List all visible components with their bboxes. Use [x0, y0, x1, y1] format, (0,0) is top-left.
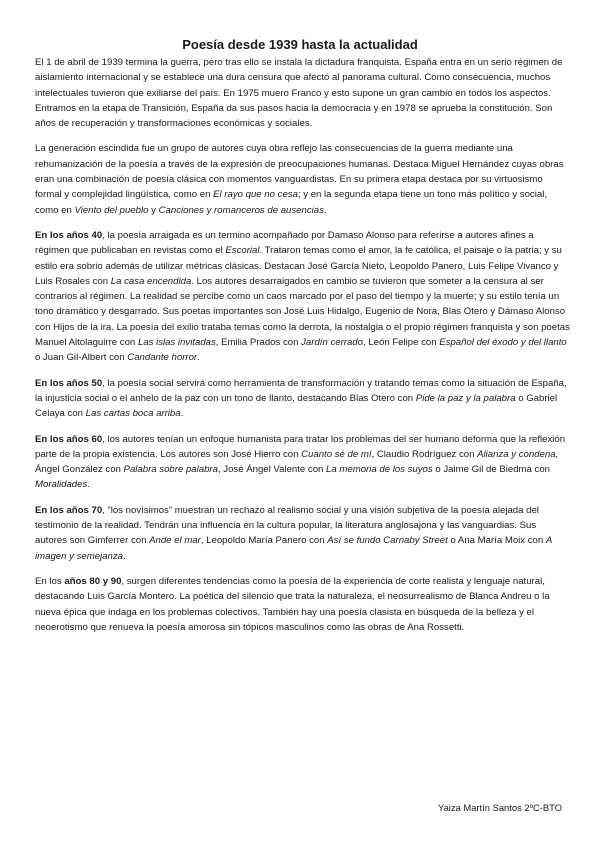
text-run: .	[180, 408, 184, 420]
text-run: , surgen diferentes tendencias como la poesía de la experiencia de corte realista y lenguaje natural, destacando Luis García Montero. La poética del silencio que trata la naturaleza, el neosurrealismo de Blanca Andreu o la nueva épica que indaga en los problemas colectivos. También hay una poesía clasista en búsqueda de la belleza y el neoerotismo que renueva la poesía amorosa sin tópicos masculinos como las obras de Ana Rossetti.	[35, 575, 550, 633]
bold-heading: años 80 y 90	[64, 575, 122, 587]
bold-heading: En los años 60	[35, 433, 103, 445]
author-signature: Yaiza Martín Santos 2ºC-BTO	[438, 802, 562, 813]
text-run: , Leopoldo María Panero con	[200, 535, 328, 547]
italic-title: Las cartas boca arriba	[85, 408, 181, 420]
text-run: . Trataron temas como el amor, la fe católica, el paisaje o la patria; y su estilo era sobrio además de utilizar métricas clásicas. Destacan José García Nieto, Leopoldo Panero, Luis Felipe Vivanco y Luis Rosales con	[35, 245, 562, 287]
paragraph	[35, 228, 570, 366]
text-run: , León Felipe con	[362, 337, 440, 349]
text-run: En los	[35, 575, 65, 587]
text-run: . Los autores desarraigados en cambio se tuvieron que someter a la censura al ser contrarios al régimen. La realidad se percibe como un caos marcado por el paso del tiempo y la muerte; y su estilo tenía un tono dramático y desgarrado. Sus poetas importantes son José Luis Hidalgo, Eugenio de Nora, Blas Otero y Dámaso Alonso con Hijos de la ira. La poesía del exilio trataba temas como la derrota, la nostalgia o el propio régimen franquista y son poetas Manuel Altolaguirre con	[35, 275, 570, 349]
text-run: , “los novísimos” muestran un rechazo al realismo social y una visión subjetiva de la poesía alejada del testimonio de la realidad. Tendrán una influencia en la cultura popular, la literatura anglosajona y las vanguardias. Sus autores son Gimferrer con	[35, 504, 539, 547]
text-run: , José Ángel Valente con	[217, 464, 327, 476]
paragraph	[35, 574, 570, 635]
italic-title: El rayo que no cesa	[213, 189, 298, 201]
paragraph	[35, 432, 570, 493]
paragraph	[35, 376, 570, 422]
paragraph	[35, 503, 570, 564]
document-body	[35, 55, 570, 645]
italic-title: Jardín cerrado	[301, 337, 363, 349]
text-run: La generación escindida fue un grupo de autores cuya obra reflejo las consecuencias de la guerra mediante una rehumanización de la poesía a través de la expresión de preocupaciones humanas. Destaca Miguel Hernández cuyas obras eran una combinación de poesía clásica con momentos vanguardistas. En su primera etapa destaca por su virtuosismo formal y complejidad lingüística, como en	[35, 143, 564, 201]
bold-heading: En los años 70	[35, 504, 103, 516]
italic-title: Las islas invitadas	[137, 337, 216, 349]
paragraph	[35, 141, 570, 217]
text-run: o Gabriel Celaya con	[35, 392, 558, 420]
text-run: , Emilia Prados con	[215, 337, 302, 349]
italic-title: Palabra sobre palabra	[123, 464, 218, 476]
bold-heading: En los años 50	[35, 377, 103, 389]
italic-title: La casa encendida	[110, 275, 192, 287]
italic-title: Moralidades	[35, 479, 88, 491]
text-run: , los autores tenían un enfoque humanista para tratar los problemas del ser humano deforma que la reflexión parte de la propia existencia. Los autores son José Hierro con	[35, 433, 566, 460]
document-title: Poesía desde 1939 hasta la actualidad	[182, 37, 418, 52]
italic-title: Alianza y condena	[477, 448, 556, 460]
italic-title: Canciones y romanceros de ausencias	[158, 204, 324, 216]
italic-title: Escorial	[225, 245, 260, 257]
text-run: , Ángel González con	[35, 448, 559, 476]
italic-title: Pide la paz y la palabra	[415, 392, 516, 404]
italic-title: Cuanto sé de mí	[301, 448, 372, 460]
text-run: .	[87, 479, 90, 491]
bold-heading: En los años 40	[35, 229, 103, 241]
text-run: y	[148, 204, 159, 216]
text-run: El 1 de abril de 1939 termina la guerra, pero tras ello se instala la dictadura franquista. España entra en un serio régimen de aislamiento internacional y se establece una dura censura que afectó al panorama cultural. Como consecuencia, muchos intelectuales tuvieron que exiliarse del país. En 1975 muero Franco y esto supone un gran cambio en todos los aspectos. Entramos en la etapa de Transición, España da sus pasos hacia la democracia y en 1978 se aprueba la constitución. Son años de recuperación y transformaciones económicas y sociales.	[35, 57, 563, 130]
text-run: o Ana María Moix con	[447, 535, 546, 547]
text-run: o Jaime Gil de Biedma con	[432, 464, 551, 476]
italic-title: A imagen y semejanza	[35, 535, 552, 562]
text-run: .	[123, 550, 126, 562]
italic-title: Español del éxodo y del llanto	[439, 337, 567, 349]
text-run: , Claudio Rodríguez con	[371, 448, 478, 460]
text-run: .	[197, 352, 200, 364]
italic-title: Candante horror	[127, 352, 198, 364]
italic-title: Ande el mar	[149, 535, 201, 547]
text-run: o Juan Gil-Albert con	[35, 352, 128, 364]
text-run: , la poesía social servirá como herramienta de transformación y tratando temas como la situación de España, la injusticia social o el anhelo de la paz con un tono de llanto, destacando Blas Otero con	[35, 377, 567, 404]
text-run: ; y en la segunda etapa tiene un tono más político y social, como en	[35, 189, 547, 216]
paragraph	[35, 55, 570, 131]
italic-title: Así se fundo Carnaby Street	[327, 535, 448, 547]
italic-title: La memoria de los suyos	[326, 464, 433, 476]
italic-title: Viento del pueblo	[74, 204, 149, 216]
text-run: .	[323, 204, 327, 216]
text-run: , la poesía arraigada es un termino acompañado por Damaso Alonso para referirse a autores afines a régimen que publicaban en revistas como el	[35, 229, 534, 257]
